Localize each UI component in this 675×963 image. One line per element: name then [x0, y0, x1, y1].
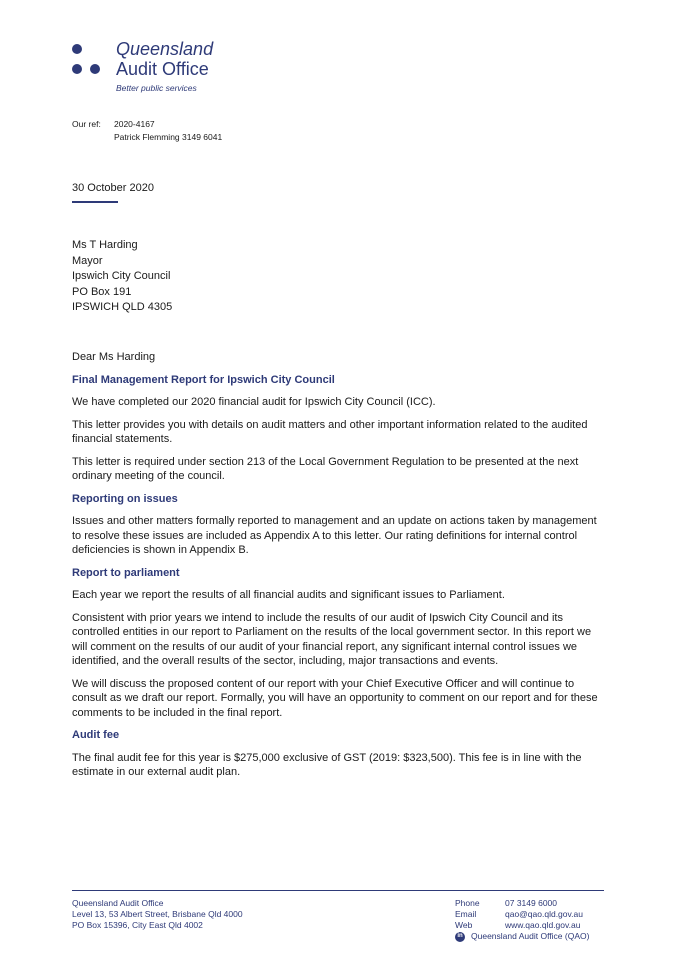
paragraph: We have completed our 2020 financial audit for Ipswich City Council (ICC).	[72, 396, 436, 408]
logo-tagline: Better public services	[116, 83, 197, 93]
logo-dot-icon	[72, 64, 82, 74]
qao-logo	[72, 40, 272, 96]
web-link[interactable]: www.qao.qld.gov.au	[505, 920, 581, 930]
paragraph: This letter is required under section 213 of the Local Government Regulation to be presented at the next ordinary meeting of the council.	[72, 455, 579, 482]
paragraph: Each year we report the results of all financial audits and significant issues to Parliament.	[72, 589, 505, 601]
letter-title: Final Management Report for Ipswich City Council	[72, 373, 335, 386]
letter-date: 30 October 2020	[72, 182, 154, 194]
paragraph: Issues and other matters formally reported to management and an update on actions taken by management to resolve these issues are included as Appendix A to this letter. Our rating definitions for internal control deficiencies is shown in Appendix B.	[72, 515, 597, 556]
linkedin-link[interactable]: Queensland Audit Office (QAO)	[471, 931, 590, 941]
logo-dot-icon	[90, 64, 100, 74]
paragraph: We will discuss the proposed content of our report with your Chief Executive Officer and will continue to consult as we draft our report. Formally, you will have an opportunity to comment on our report and for these comments to be included in the final report.	[72, 677, 598, 719]
section-heading: Report to parliament	[72, 566, 180, 579]
reference-block	[72, 118, 222, 144]
reference-label: Our ref:	[72, 119, 101, 129]
footer-address	[72, 898, 243, 931]
section-heading: Audit fee	[72, 729, 120, 741]
salutation: Dear Ms Harding	[72, 351, 156, 363]
address-line: PO Box 191	[72, 285, 132, 298]
linkedin-icon: in	[455, 932, 465, 942]
paragraph: The final audit fee for this year is $275,000 exclusive of GST (2019: $323,500). This fee is in line with the estimate in our external audit plan.	[72, 751, 582, 778]
paragraph: Consistent with prior years we intend to include the results of our audit of Ipswich City Council and its controlled entities in our report to Parliament on the results of the local government sector. In this report we will comment on the results of our audit of your financial report, any significant internal control issues we identified, and the overall results of the sector, including, major transactions and events.	[72, 611, 592, 667]
email-link[interactable]: qao@qao.qld.gov.au	[505, 909, 583, 919]
email-label: Email	[455, 909, 477, 919]
web-label: Web	[455, 920, 473, 930]
address-line: Mayor	[72, 254, 103, 267]
footer-pobox: PO Box 15396, City East Qld 4002	[72, 920, 203, 930]
logo-line-2: Audit Office	[116, 59, 209, 79]
logo-line-1: Queensland	[116, 39, 214, 59]
footer-street: Level 13, 53 Albert Street, Brisbane Qld 4000	[72, 909, 243, 919]
reference-contact: Patrick Flemming 3149 6041	[114, 132, 223, 142]
footer-contacts	[455, 898, 589, 942]
phone-value[interactable]: 07 3149 6000	[505, 898, 557, 908]
paragraph: This letter provides you with details on audit matters and other important information related to the audited financial statements.	[72, 418, 588, 445]
phone-label: Phone	[455, 898, 480, 908]
address-line: Ipswich City Council	[72, 270, 171, 282]
address-line: Ms T Harding	[72, 239, 138, 251]
footer-divider	[72, 890, 604, 891]
section-heading: Reporting on issues	[72, 492, 178, 505]
footer-org: Queensland Audit Office	[72, 898, 164, 908]
date-divider	[72, 201, 118, 203]
address-line: IPSWICH QLD 4305	[72, 301, 173, 313]
logo-dot-icon	[72, 44, 82, 54]
reference-number: 2020-4167	[114, 119, 155, 129]
recipient-address	[72, 238, 172, 316]
letter-body	[72, 350, 604, 788]
